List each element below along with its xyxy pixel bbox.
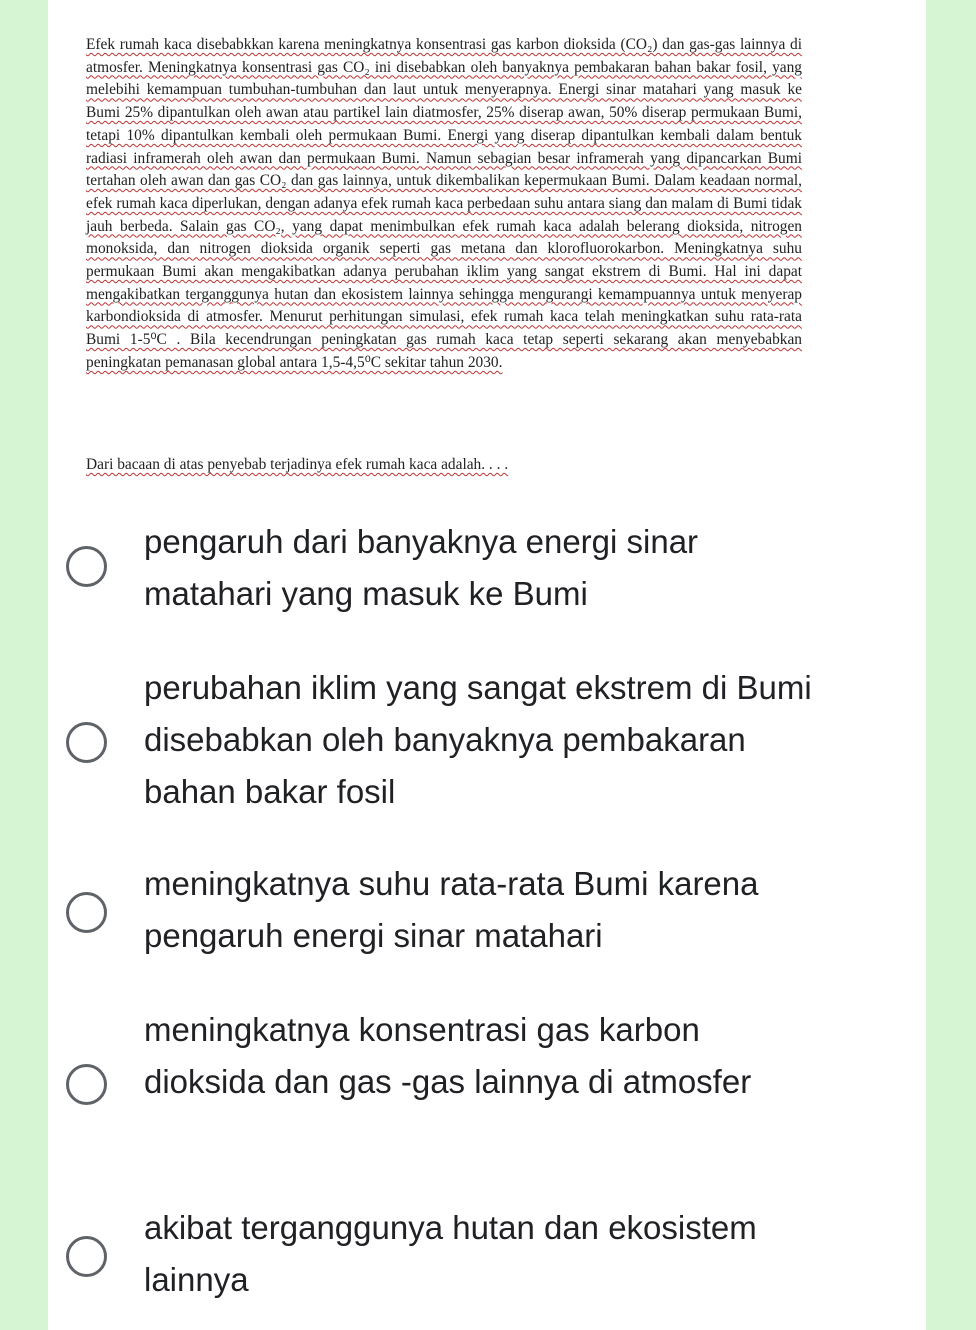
passage-text: Efek rumah kaca disebabkkan karena meningkatnya konsentrasi gas karbon dioksida (CO₂) dan gas-gas lainnya di atmosfer. Meningkatnya konsentrasi gas CO₂ ini disebabkan oleh banyaknya pembakaran bahan bakar fosil, yang melebihi kemampuan tumbuhan-tumbuhan dan laut untuk menyerapnya. Energi sinar matahari yang masuk ke Bumi 25% dipantulkan oleh awan atau partikel lain diatmosfer, 25% diserap awan, 50% diserap permukaan Bumi, tetapi 10% dipantulkan kembali oleh permukaan Bumi. Energi yang diserap dipantulkan kembali dalam bentuk radiasi inframerah oleh awan dan permukaan Bumi. Namun sebagian besar inframerah yang dipancarkan Bumi tertahan oleh awan dan gas CO₂ dan gas lainnya, untuk dikembalikan kepermukaan Bumi. Dalam keadaan normal, efek rumah kaca diperlukan, dengan adanya efek rumah kaca perbedaan suhu antara siang dan malam di Bumi tidak jauh berbeda. Salain gas CO₂, yang dapat menimbulkan efek rumah kaca adalah belerang dioksida, nitrogen monoksida, dan nitrogen dioksida organik seperti gas metana dan klorofluorokarbon. Meningkatnya suhu permukaan Bumi akan mengakibatkan adanya perubahan iklim yang sangat ekstrem di Bumi. Hal ini dapat mengakibatkan terganggunya hutan dan ekosistem lainnya sehingga mengurangi kemampuannya untuk menyerap karbondioksida di atmosfer. Menurut perhitungan simulasi, efek rumah kaca telah meningkatkan suhu rata-rata Bumi 1-5⁰C . Bila kecendrungan peningkatan gas rumah kaca tetap seperti sekarang akan menyebabkan peningkatan pemanasan global antara 1,5-4,5⁰C sekitar tahun 2030.: [86, 36, 802, 371]
option-d[interactable]: [60, 1000, 840, 1160]
option-c[interactable]: [60, 854, 840, 964]
radio-button-a[interactable]: [66, 546, 107, 587]
option-d-label: meningkatnya konsentrasi gas karbon dioksida dan gas -gas lainnya di atmosfer: [144, 1011, 752, 1100]
option-b[interactable]: [60, 658, 840, 818]
option-a[interactable]: [60, 512, 840, 622]
radio-button-b[interactable]: [66, 722, 107, 763]
radio-button-e[interactable]: [66, 1236, 107, 1277]
option-a-label: pengaruh dari banyaknya energi sinar matahari yang masuk ke Bumi: [144, 523, 699, 612]
passage-paragraph: [86, 34, 802, 375]
radio-button-d[interactable]: [66, 1064, 107, 1105]
option-e[interactable]: [60, 1198, 840, 1308]
radio-button-c[interactable]: [66, 892, 107, 933]
option-c-label: meningkatnya suhu rata-rata Bumi karena pengaruh energi sinar matahari: [144, 865, 759, 954]
option-b-label: perubahan iklim yang sangat ekstrem di Bumi disebabkan oleh banyaknya pembakaran bahan bakar fosil: [144, 669, 812, 810]
option-e-label: akibat terganggunya hutan dan ekosistem lainnya: [144, 1209, 757, 1298]
question-text: Dari bacaan di atas penyebab terjadinya efek rumah kaca adalah. . . .: [86, 456, 509, 473]
reading-passage: [86, 34, 802, 375]
